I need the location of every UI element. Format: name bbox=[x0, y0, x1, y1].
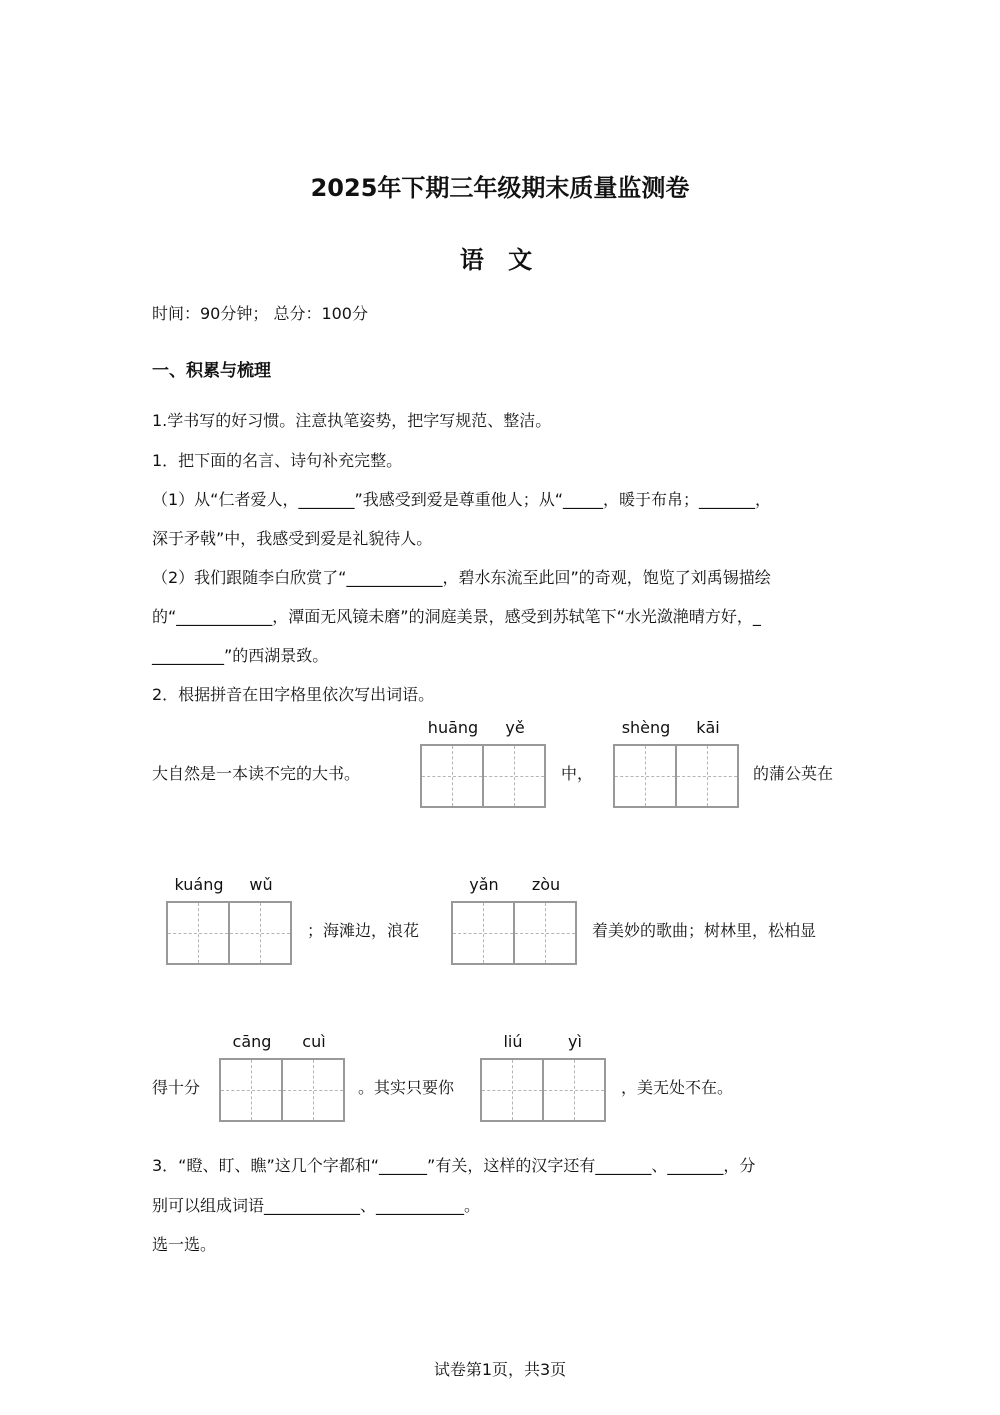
tianzige-cangcui[interactable] bbox=[219, 1032, 343, 1122]
question-1-part-2-cont: 的“____________，潭面无风镜未磨”的洞庭美景，感受到苏轼笔下“水光潋滟晴方好，_ bbox=[152, 607, 761, 626]
grid-cell[interactable] bbox=[219, 1032, 283, 1122]
pinyin-label: kāi bbox=[696, 718, 720, 737]
instruction-line: 1.学书写的好习惯。注意执笔姿势，把字写规范、整洁。 bbox=[152, 411, 552, 430]
row1-text-1: 大自然是一本读不完的大书。 bbox=[152, 764, 361, 783]
question-1-part-2: （2）我们跟随李白欣赏了“____________，碧水东流至此回”的奇观，饱览了刘禹锡描绘 bbox=[152, 568, 771, 587]
row3-text-3: ，美无处不在。 bbox=[621, 1078, 734, 1097]
grid-cell[interactable] bbox=[480, 1032, 544, 1122]
tianzige-yanzou[interactable] bbox=[451, 875, 575, 965]
row1-text-3: 的蒲公英在 bbox=[753, 764, 834, 783]
pinyin-label: cāng bbox=[232, 1032, 272, 1051]
grid-cell[interactable] bbox=[513, 875, 577, 965]
pinyin-label: huāng bbox=[427, 718, 479, 737]
tianzige-liuyi[interactable] bbox=[480, 1032, 604, 1122]
row1-text-2: 中， bbox=[561, 764, 594, 783]
grid-cell[interactable] bbox=[675, 718, 739, 808]
question-3-cont: 别可以组成词语____________、___________。 bbox=[152, 1196, 481, 1215]
grid-cell[interactable] bbox=[542, 1032, 606, 1122]
pinyin-label: wǔ bbox=[249, 875, 273, 894]
pinyin-label: yì bbox=[568, 1032, 582, 1051]
grid-cell[interactable] bbox=[166, 875, 230, 965]
row3-text-2: 。其实只要你 bbox=[358, 1078, 455, 1097]
pinyin-label: zòu bbox=[531, 875, 561, 894]
question-3: 3．“瞪、盯、瞧”这几个字都和“______”有关，这样的汉字还有_______、_______，分 bbox=[152, 1156, 756, 1175]
grid-cell[interactable] bbox=[451, 875, 515, 965]
pinyin-label: yě bbox=[505, 718, 525, 737]
row2-text-2: 着美妙的歌曲；树林里，松柏显 bbox=[592, 921, 817, 940]
row2-text-1: ；海滩边，浪花 bbox=[307, 921, 420, 940]
exam-title: 2025年下期三年级期末质量监测卷 bbox=[310, 174, 690, 202]
exam-meta: 时间：90分钟； 总分：100分 bbox=[152, 304, 368, 323]
question-1: 1．把下面的名言、诗句补充完整。 bbox=[152, 451, 403, 470]
choose-heading: 选一选。 bbox=[152, 1235, 217, 1254]
question-1-part-1-cont: 深于矛戟”中，我感受到爱是礼貌待人。 bbox=[152, 529, 433, 548]
page-footer: 试卷第1页，共3页 bbox=[433, 1360, 567, 1379]
grid-cell[interactable] bbox=[281, 1032, 345, 1122]
pinyin-label: cuì bbox=[302, 1032, 326, 1051]
pinyin-label: liú bbox=[503, 1032, 523, 1051]
tianzige-huangye[interactable] bbox=[420, 718, 544, 808]
pinyin-label: yǎn bbox=[469, 875, 499, 894]
section-heading: 一、积累与梳理 bbox=[152, 361, 271, 381]
grid-cell[interactable] bbox=[228, 875, 292, 965]
grid-cell[interactable] bbox=[420, 718, 484, 808]
row3-text-1: 得十分 bbox=[152, 1078, 201, 1097]
pinyin-label: shèng bbox=[621, 718, 671, 737]
tianzige-kuangwu[interactable] bbox=[166, 875, 290, 965]
question-2: 2．根据拼音在田字格里依次写出词语。 bbox=[152, 685, 435, 704]
question-1-part-1: （1）从“仁者爱人，_______”我感受到爱是尊重他人；从“_____，暖于布帛；_______， bbox=[152, 490, 772, 509]
question-1-part-2-end: _________”的西湖景致。 bbox=[152, 646, 329, 665]
grid-cell[interactable] bbox=[613, 718, 677, 808]
tianzige-shengkai[interactable] bbox=[613, 718, 737, 808]
subject-title: 语 文 bbox=[459, 246, 541, 274]
pinyin-label: kuáng bbox=[174, 875, 224, 894]
grid-cell[interactable] bbox=[482, 718, 546, 808]
